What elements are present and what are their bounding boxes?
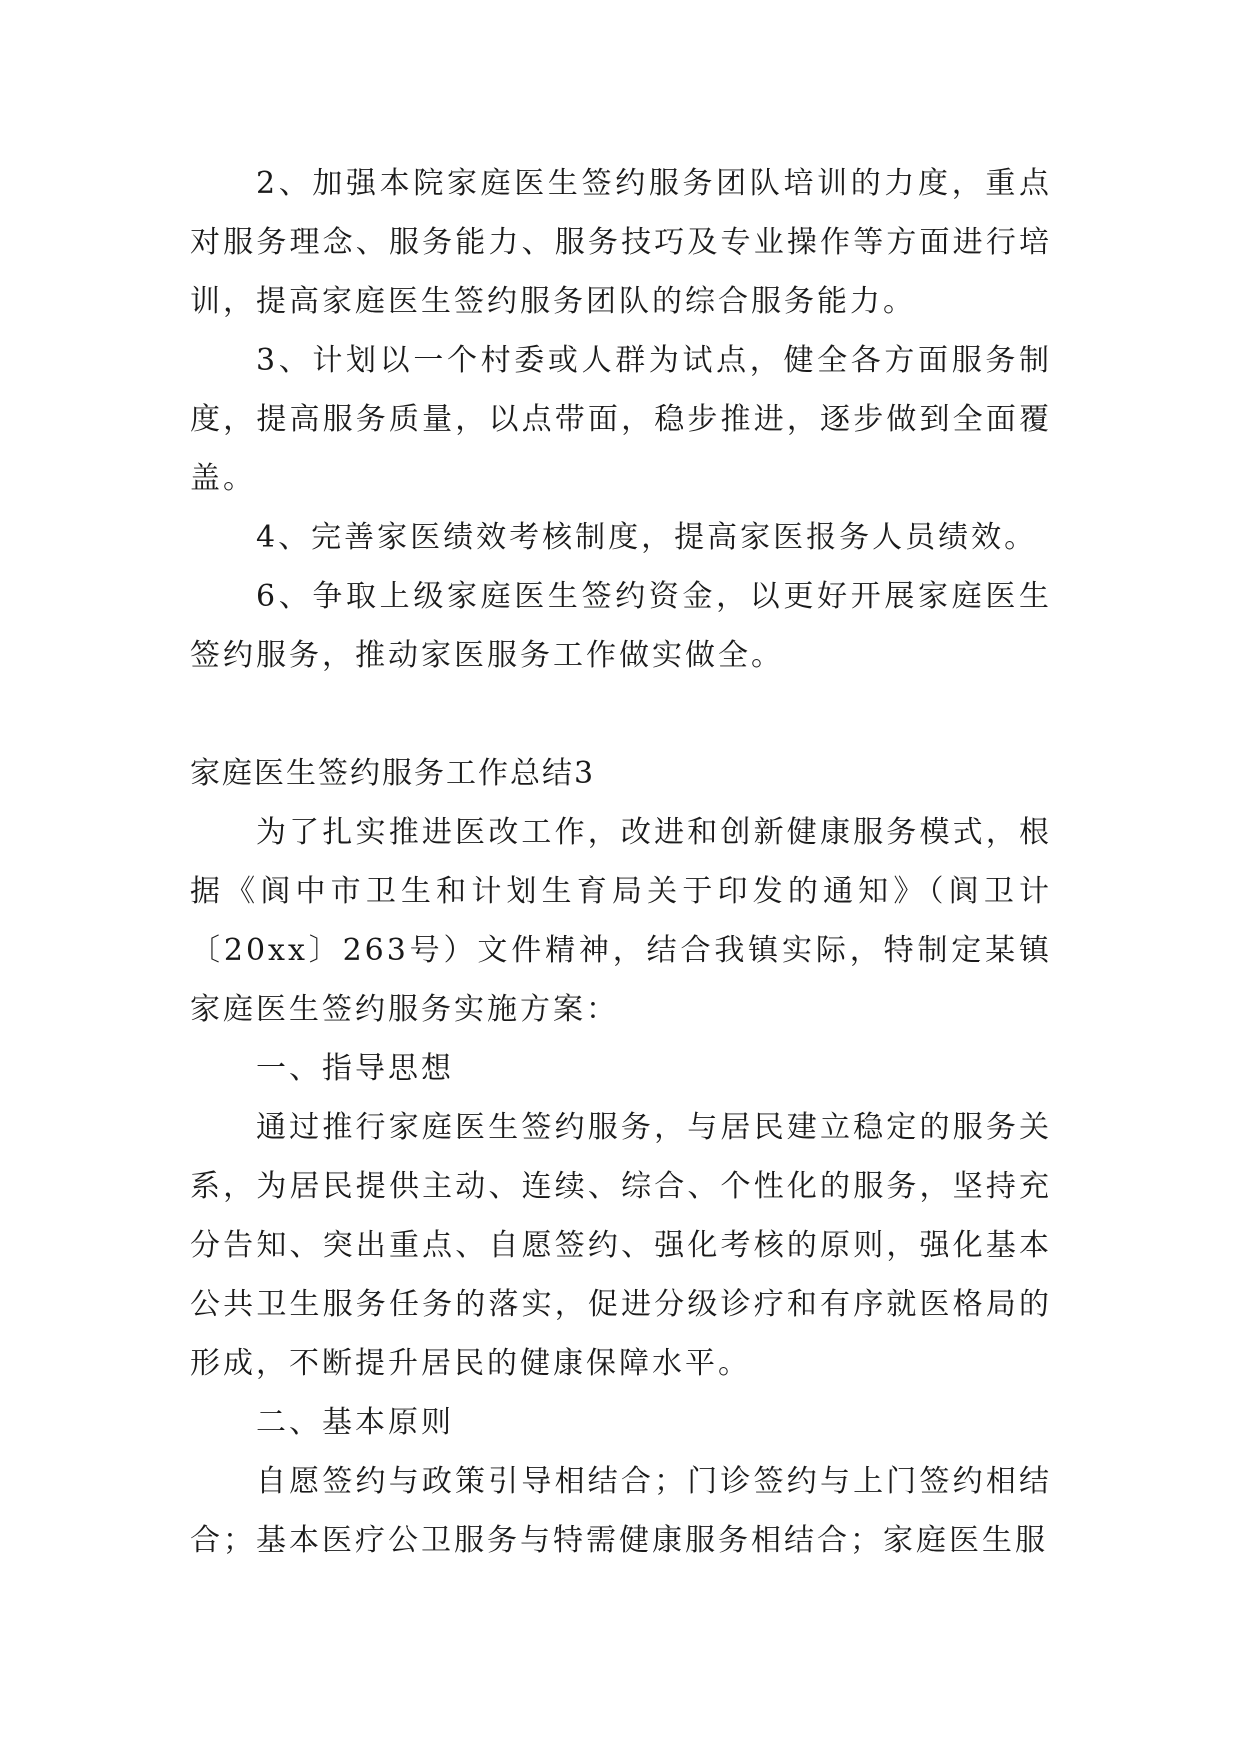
paragraph-item-2: 2、加强本院家庭医生签约服务团队培训的力度，重点对服务理念、服务能力、服务技巧及专业操作等方面进行培训，提高家庭医生签约服务团队的综合服务能力。 — [190, 166, 1052, 319]
intro-paragraph: 为了扎实推进医改工作，改进和创新健康服务模式，根据《阆中市卫生和计划生育局关于印发的通知》（阆卫计〔20xx〕263号）文件精神，结合我镇实际，特制定某镇家庭医生签约服务实施方案： — [190, 815, 1052, 1027]
paragraph-item-3: 3、计划以一个村委或人群为试点，健全各方面服务制度，提高服务质量，以点带面，稳步推进，逐步做到全面覆盖。 — [190, 343, 1052, 496]
basic-principles-paragraph: 自愿签约与政策引导相结合；门诊签约与上门签约相结合；基本医疗公卫服务与特需健康服务相结合；家庭医生服 — [190, 1464, 1052, 1558]
section-title: 家庭医生签约服务工作总结3 — [190, 756, 596, 791]
paragraph-item-4: 4、完善家医绩效考核制度，提高家医报务人员绩效。 — [256, 520, 1038, 555]
heading-basic-principles: 二、基本原则 — [256, 1405, 454, 1440]
document-body — [190, 154, 1052, 1570]
heading-guiding-ideology: 一、指导思想 — [256, 1051, 454, 1086]
paragraph-item-6: 6、争取上级家庭医生签约资金，以更好开展家庭医生签约服务，推动家医服务工作做实做全。 — [190, 579, 1052, 673]
guiding-ideology-paragraph: 通过推行家庭医生签约服务，与居民建立稳定的服务关系，为居民提供主动、连续、综合、个性化的服务，坚持充分告知、突出重点、自愿签约、强化考核的原则，强化基本公共卫生服务任务的落实，促进分级诊疗和有序就医格局的形成，不断提升居民的健康保障水平。 — [190, 1110, 1052, 1381]
